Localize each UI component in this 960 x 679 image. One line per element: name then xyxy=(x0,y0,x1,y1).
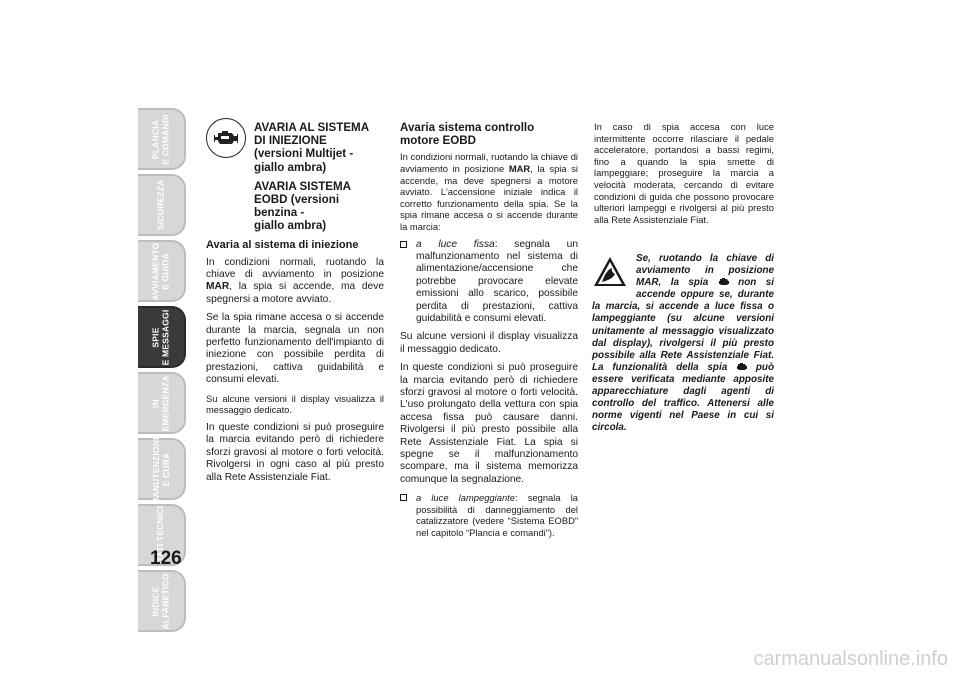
heading-injection-fault-l4: giallo ambra) xyxy=(254,160,327,174)
watermark: carmanualsonline.info xyxy=(753,648,948,670)
warning-box: Se, ruotando la chiave di avviamento in posizione MAR, la spia non si accende oppure se, durante la marcia, si accende a luce fissa o lampeggiante (su alcune versioni unitamente al messaggio visualizzato dal display), rivolgersi il più presto possibile alla Rete Assistenziale Fiat. La funzionalità della spia può essere verificata mediante apposite apparecchiature dagli agenti di controllo del traffico. Attenersi alle norme vigenti nel Paese in cui si circola. xyxy=(592,253,774,434)
tab-label: AVVIAMENTO E GUIDA xyxy=(150,242,171,300)
page-number: 126 xyxy=(150,548,182,569)
tab-label: PLANCIA E COMANDI xyxy=(150,113,171,165)
heading-eobd-control: Avaria sistema controllo xyxy=(400,121,535,134)
column-left xyxy=(206,121,384,490)
tab-indice-alfabetico[interactable] xyxy=(138,570,186,632)
tab-label: SICUREZZA xyxy=(155,179,166,231)
heading-injection-fault-l1: AVARIA AL SISTEMA xyxy=(254,121,370,134)
list-item: a luce lampeggiante: segnala la possibilità di danneggiamento del catalizzatore (vedere “Sistema EOBD” nel capitolo “Plancia e comandi”). xyxy=(400,492,578,538)
heading-eobd-fault-l2: EOBD (versioni benzina - xyxy=(254,193,340,220)
paragraph: Su alcune versioni il display visualizza il messaggio dedicato. xyxy=(400,331,578,355)
tab-plancia-e-comandi[interactable] xyxy=(138,108,186,170)
heading-injection-fault-l2: DI INIEZIONE xyxy=(254,134,327,148)
paragraph: In queste condizioni si può proseguire la marcia evitando però di richiedere sforzi gravosi al motore o forti velocità. Rivolgersi in ogni caso al più presto alla Rete Assistenziale Fiat. xyxy=(206,421,384,483)
bullet-list xyxy=(400,239,578,326)
tab-in-emergenza[interactable] xyxy=(138,372,186,434)
tab-label: DATI TECNICI xyxy=(155,506,166,564)
tab-sicurezza[interactable] xyxy=(138,174,186,236)
tab-label: INDICE ALFABETICO xyxy=(150,572,170,630)
list-item: a luce fissa: segnala un malfunzionamento nel sistema di alimentazione/accensione che potrebbe provocare elevate emissioni allo scarico, possibile perdita di prestazioni, cattiva guidabilità e consumi elevati. xyxy=(400,239,578,326)
tab-label: MANUTENZIONE E CURA xyxy=(150,433,170,505)
heading-eobd-control-l2: motore EOBD xyxy=(400,134,477,148)
paragraph: Su alcune versioni il display visualizza il messaggio dedicato. xyxy=(206,392,384,416)
heading-injection-fault-l3: (versioni Multijet - xyxy=(254,147,354,161)
column-middle xyxy=(400,121,578,545)
subheading-injection: Avaria al sistema di iniezione xyxy=(206,238,359,251)
engine-mini-icon xyxy=(736,362,747,371)
bullet-list xyxy=(400,492,578,538)
engine-mini-icon xyxy=(718,277,729,286)
paragraph: In queste condizioni si può proseguire la marcia evitando però di richiedere sforzi gravosi al motore o forti velocità. L'uso prolungato della vettura con spia accesa fissa può causare danni. Rivolgersi il più presto possibile alla Rete Assistenziale Fiat. La spia si spegne se il malfunzionamento scompare, ma il sistema memorizza comunque la segnalazione. xyxy=(400,362,578,485)
tab-avviamento-e-guida[interactable] xyxy=(138,240,186,302)
tab-manutenzione-e-cura[interactable] xyxy=(138,433,186,505)
paragraph: In condizioni normali, ruotando la chiave di avviamento in posizione MAR, la spia si accende, ma deve spegnersi a motore avviato. xyxy=(206,256,384,305)
heading-eobd-fault-l1: AVARIA SISTEMA xyxy=(254,179,352,193)
paragraph: In condizioni normali, ruotando la chiave di avviamento in posizione MAR, la spia si accende, ma deve spegnersi a motore avviato. L'accensione iniziale indica il corretto funzionamento della spia. Se la spia rimane accesa o si accende durante la marcia: xyxy=(400,151,578,232)
tab-label: SPIE E MESSAGGI xyxy=(150,309,170,365)
paragraph: In caso di spia accesa con luce intermittente occorre rilasciare il pedale acceleratore, portandosi a bassi regimi, fino a quando la spia smette di lampeggiare; proseguire la marcia a velocità moderata, cercando di evitare condizioni di guida che possono provocare ulteriori lampeggi e rivolgersi al più presto alla Rete Assistenziale Fiat. xyxy=(594,121,774,225)
column-right xyxy=(594,121,774,231)
paragraph: Se la spia rimane accesa o si accende durante la marcia, segnala un non perfetto funzionamento dell'impianto di iniezione con possibile perdita di prestazioni, cattiva guidabilità e consumi elevati. xyxy=(206,312,384,386)
tab-label: IN EMERGENZA xyxy=(150,374,171,432)
tab-spie-e-messaggi[interactable] xyxy=(138,306,186,368)
heading-eobd-fault-l3: giallo ambra) xyxy=(254,219,327,233)
warning-triangle-icon xyxy=(592,255,628,289)
